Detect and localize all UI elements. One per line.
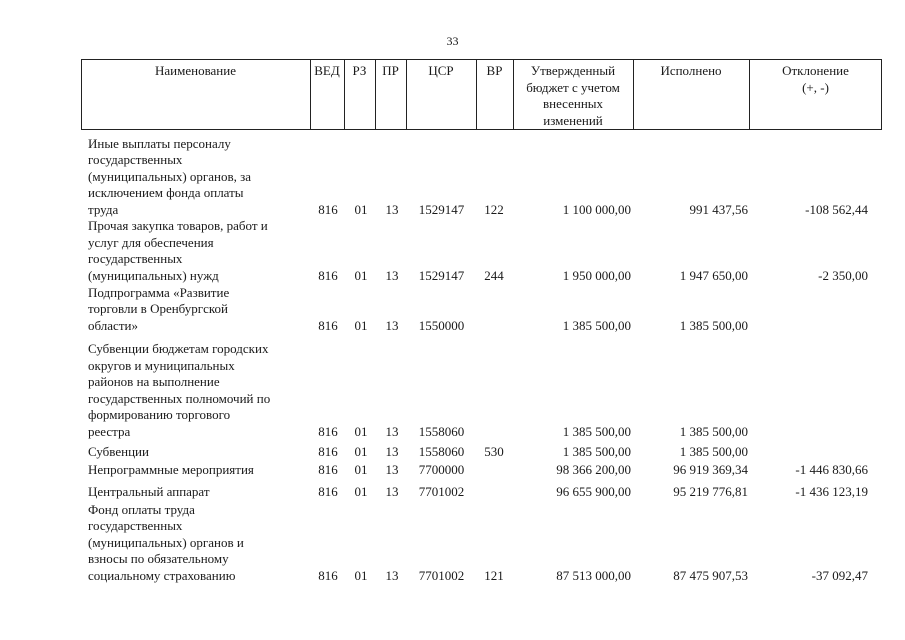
header-budget-line: изменений [543, 112, 603, 128]
row-vr: 121 [484, 567, 504, 583]
row-csr: 1529147 [418, 267, 465, 283]
row-name [88, 136, 310, 219]
header-vr: ВР [486, 63, 503, 78]
row-executed: 1 385 500,00 [679, 443, 748, 459]
row-name-line: торговли в Оренбургской [88, 301, 229, 316]
row-ved: 816 [318, 267, 338, 283]
header-name: Наименование [155, 63, 236, 78]
header-pr: ПР [382, 63, 399, 78]
row-rz: 01 [354, 461, 368, 477]
row-name-line: Подпрограмма «Развитие [88, 284, 230, 300]
row-name-line: Прочая закупка товаров, работ и [88, 218, 268, 233]
row-csr: 7701002 [418, 567, 465, 583]
header-budget-line: внесенных [542, 96, 604, 111]
row-name [88, 285, 310, 335]
row-budget: 1 950 000,00 [562, 267, 631, 283]
row-rz: 01 [354, 567, 368, 583]
row-budget: 98 366 200,00 [556, 461, 631, 477]
row-executed: 1 385 500,00 [679, 317, 748, 333]
row-pr: 13 [385, 461, 399, 477]
row-budget: 1 100 000,00 [562, 201, 631, 217]
row-name-line: Непрограммные мероприятия [88, 461, 254, 477]
row-executed: 96 919 369,34 [673, 461, 748, 477]
header-deviation-line: Отклонение [782, 63, 849, 78]
row-csr: 1550000 [418, 317, 465, 333]
row-csr: 7700000 [418, 461, 465, 477]
row-ved: 816 [318, 567, 338, 583]
row-budget: 96 655 900,00 [556, 483, 631, 499]
row-name-line: Центральный аппарат [88, 483, 210, 499]
row-name-line: государственных [88, 251, 183, 266]
row-ved: 816 [318, 483, 338, 499]
row-deviation: -2 350,00 [818, 267, 868, 283]
row-executed: 87 475 907,53 [673, 567, 748, 583]
row-name [88, 341, 310, 440]
table-row [0, 341, 905, 441]
table-row [0, 135, 905, 219]
row-executed: 95 219 776,81 [673, 483, 748, 499]
row-name [88, 462, 310, 479]
row-name-line: (муниципальных) нужд [88, 267, 219, 283]
row-budget: 1 385 500,00 [562, 317, 631, 333]
row-name-line: государственных [88, 152, 183, 167]
row-deviation: -1 446 830,66 [795, 461, 868, 477]
table-row [0, 501, 905, 585]
row-rz: 01 [354, 317, 368, 333]
row-csr: 7701002 [418, 483, 465, 499]
row-name [88, 502, 310, 585]
header-rz: РЗ [352, 63, 367, 78]
row-name-line: Субвенции бюджетам городских [88, 341, 269, 356]
header-budget-line: бюджет с учетом [526, 79, 620, 95]
header-csr: ЦСР [428, 63, 454, 78]
row-vr: 530 [484, 443, 504, 459]
row-deviation: -1 436 123,19 [795, 483, 868, 499]
row-name-line: районов на выполнение [88, 374, 220, 389]
row-name [88, 484, 310, 501]
row-name-line: (муниципальных) органов, за [88, 168, 252, 184]
row-name-line: Субвенции [88, 443, 149, 459]
row-budget: 87 513 000,00 [556, 567, 631, 583]
header-ved: ВЕД [314, 63, 340, 78]
row-csr: 1558060 [418, 443, 465, 459]
row-deviation: -37 092,47 [811, 567, 868, 583]
row-ved: 816 [318, 201, 338, 217]
row-name-line: исключением фонда оплаты [88, 185, 244, 200]
header-deviation [749, 63, 882, 96]
header-budget-line: Утвержденный [530, 63, 616, 78]
table-row [0, 284, 905, 335]
row-pr: 13 [385, 423, 399, 439]
row-name-line: Фонд оплаты труда [88, 501, 195, 517]
row-name-line: услуг для обеспечения [88, 234, 214, 250]
row-executed: 1 947 650,00 [679, 267, 748, 283]
header-deviation-line: (+, -) [802, 79, 829, 95]
row-ved: 816 [318, 317, 338, 333]
page-number: 33 [446, 34, 459, 48]
row-name-line: формированию торгового [88, 407, 231, 422]
row-rz: 01 [354, 483, 368, 499]
row-pr: 13 [385, 317, 399, 333]
row-rz: 01 [354, 267, 368, 283]
row-csr: 1558060 [418, 423, 465, 439]
row-budget: 1 385 500,00 [562, 443, 631, 459]
table-row [0, 462, 905, 479]
row-pr: 13 [385, 483, 399, 499]
table-row [0, 218, 905, 285]
row-name-line: округов и муниципальных [88, 357, 235, 373]
row-vr: 122 [484, 201, 504, 217]
row-name-line: государственных полномочий по [88, 390, 271, 406]
table-row [0, 484, 905, 501]
row-ved: 816 [318, 461, 338, 477]
row-executed: 991 437,56 [689, 201, 748, 217]
row-ved: 816 [318, 443, 338, 459]
row-pr: 13 [385, 567, 399, 583]
header-executed: Исполнено [660, 63, 722, 78]
row-name-line: труда [88, 201, 119, 217]
table-row [0, 444, 905, 461]
row-name [88, 218, 310, 284]
row-ved: 816 [318, 423, 338, 439]
row-rz: 01 [354, 443, 368, 459]
row-name-line: социальному страхованию [88, 567, 236, 583]
row-name-line: реестра [88, 423, 131, 439]
row-pr: 13 [385, 267, 399, 283]
row-name-line: государственных [88, 518, 183, 533]
row-deviation: -108 562,44 [805, 201, 868, 217]
header-budget [513, 63, 633, 129]
row-csr: 1529147 [418, 201, 465, 217]
row-pr: 13 [385, 443, 399, 459]
row-pr: 13 [385, 201, 399, 217]
row-rz: 01 [354, 201, 368, 217]
row-name-line: взносы по обязательному [88, 551, 229, 566]
row-vr: 244 [484, 267, 504, 283]
row-rz: 01 [354, 423, 368, 439]
row-executed: 1 385 500,00 [679, 423, 748, 439]
row-name-line: (муниципальных) органов и [88, 534, 244, 550]
row-name-line: Иные выплаты персоналу [88, 135, 231, 151]
row-budget: 1 385 500,00 [562, 423, 631, 439]
row-name [88, 444, 310, 461]
row-name-line: области» [88, 317, 138, 333]
